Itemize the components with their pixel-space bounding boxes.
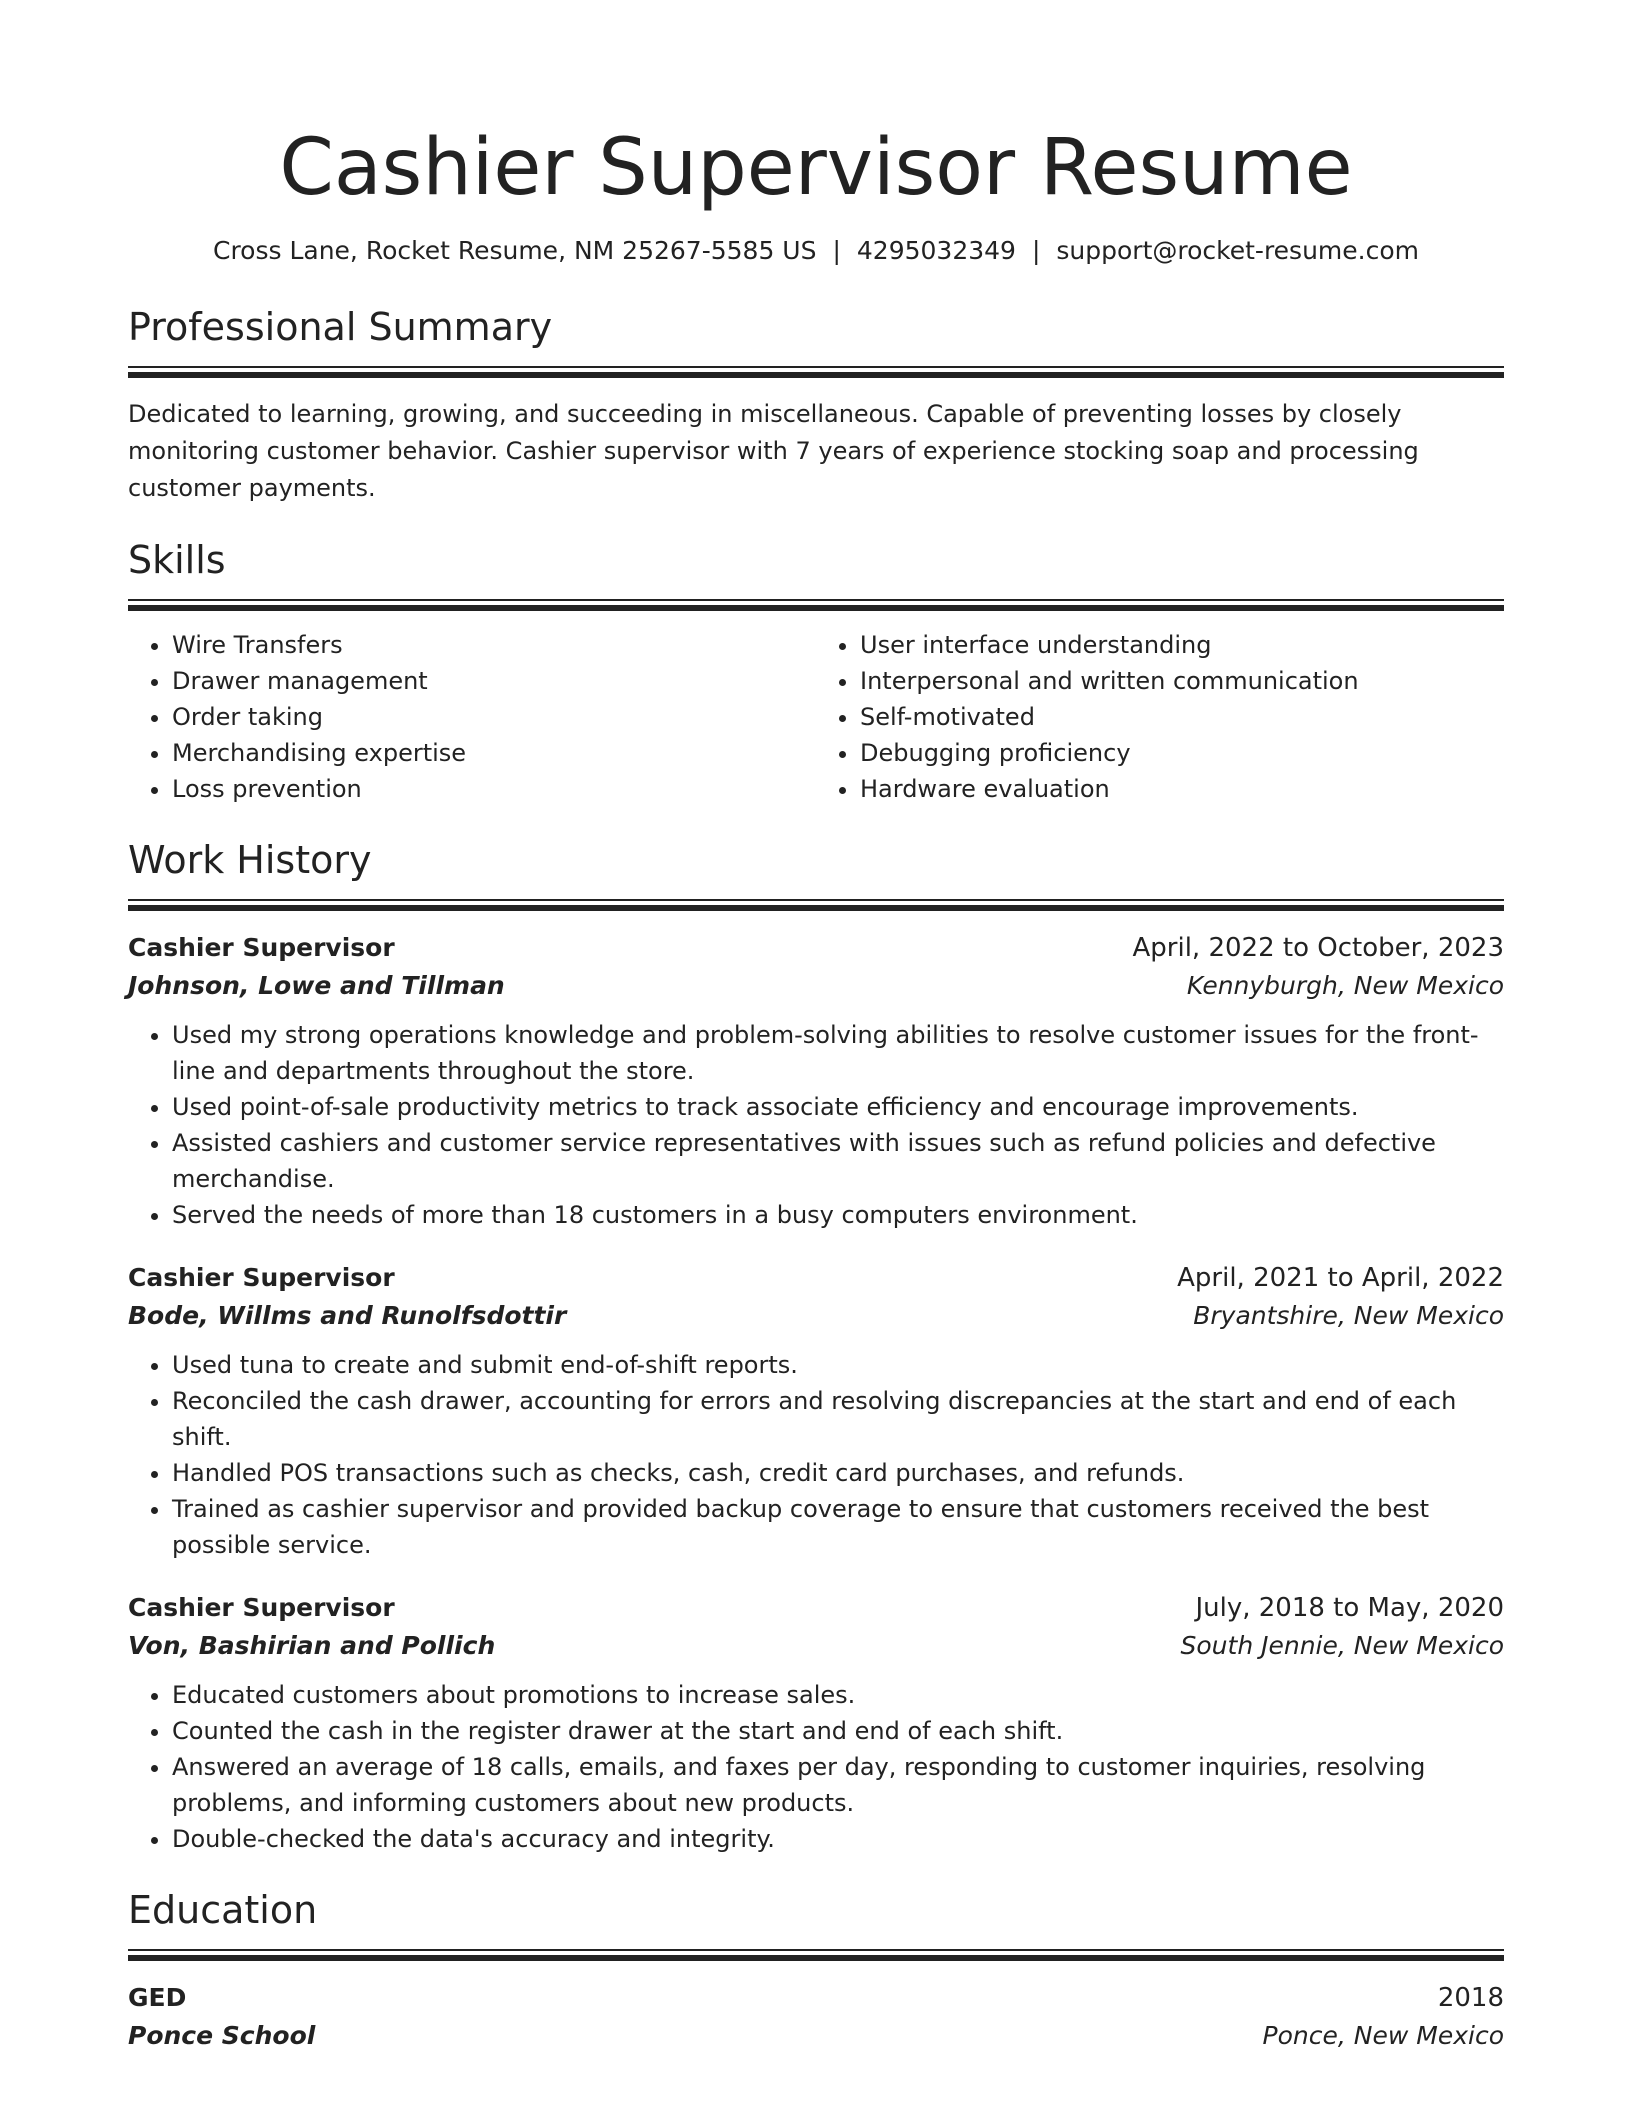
job-entry bbox=[128, 1589, 1504, 1857]
job-header-row bbox=[128, 929, 1504, 967]
job-company: Johnson, Lowe and Tillman bbox=[128, 971, 505, 1000]
section-heading-work: Work History bbox=[128, 838, 372, 882]
job-bullet: • Used tuna to create and submit end-of-shift reports. bbox=[172, 1347, 1504, 1383]
skill-item: • Hardware evaluation bbox=[860, 771, 1504, 807]
work-section bbox=[128, 835, 1504, 1857]
job-bullets bbox=[128, 1677, 1504, 1857]
education-header-row bbox=[128, 1979, 1504, 2017]
skill-item: • Merchandising expertise bbox=[172, 735, 816, 771]
job-company: Von, Bashirian and Pollich bbox=[128, 1631, 496, 1660]
skill-item: • Wire Transfers bbox=[172, 627, 816, 663]
job-bullets bbox=[128, 1347, 1504, 1563]
job-entry bbox=[128, 1259, 1504, 1563]
job-header-row bbox=[128, 1589, 1504, 1627]
education-degree: GED bbox=[128, 1983, 187, 2012]
job-bullet: • Reconciled the cash drawer, accounting for errors and resolving discrepancies at the start and end of each shift. bbox=[172, 1383, 1504, 1455]
job-bullet: • Used my strong operations knowledge and problem-solving abilities to resolve customer issues for the front-line and departments throughout the store. bbox=[172, 1017, 1504, 1089]
job-entry bbox=[128, 929, 1504, 1233]
contact-line bbox=[128, 234, 1504, 268]
job-bullet: • Double-checked the data's accuracy and integrity. bbox=[172, 1821, 1504, 1857]
skills-columns bbox=[128, 627, 1504, 807]
job-bullets bbox=[128, 1017, 1504, 1233]
job-bullet: • Served the needs of more than 18 customers in a busy computers environment. bbox=[172, 1197, 1504, 1233]
skill-item: • Order taking bbox=[172, 699, 816, 735]
section-divider bbox=[128, 899, 1504, 911]
contact-separator: | bbox=[1031, 236, 1041, 265]
job-header-row bbox=[128, 1259, 1504, 1297]
summary-text: Dedicated to learning, growing, and succeeding in miscellaneous. Capable of preventing losses by closely monitoring customer behavior. Cashier supervisor with 7 years of experience stocking soap and processing customer payments. bbox=[128, 400, 1419, 502]
skills-right-list bbox=[816, 627, 1504, 807]
education-location: Ponce, New Mexico bbox=[1262, 2021, 1504, 2050]
job-bullet: • Answered an average of 18 calls, emails, and faxes per day, responding to customer inquiries, resolving problems, and informing customers about new products. bbox=[172, 1749, 1504, 1821]
job-company-row bbox=[128, 1297, 1504, 1335]
job-location: South Jennie, New Mexico bbox=[1180, 1631, 1504, 1660]
education-school-row bbox=[128, 2017, 1504, 2055]
job-title: Cashier Supervisor bbox=[128, 933, 395, 962]
job-title: Cashier Supervisor bbox=[128, 1263, 395, 1292]
skill-item: • Drawer management bbox=[172, 663, 816, 699]
education-year: 2018 bbox=[1437, 1983, 1504, 2013]
skill-item: • Self-motivated bbox=[860, 699, 1504, 735]
skill-item: • User interface understanding bbox=[860, 627, 1504, 663]
email[interactable]: support@rocket-resume.com bbox=[1056, 236, 1420, 265]
skill-item: • Debugging proficiency bbox=[860, 735, 1504, 771]
job-bullet: • Educated customers about promotions to increase sales. bbox=[172, 1677, 1504, 1713]
skills-left-list bbox=[128, 627, 816, 807]
section-divider bbox=[128, 599, 1504, 611]
education-entry bbox=[128, 1979, 1504, 2055]
section-divider bbox=[128, 1949, 1504, 1961]
address: Cross Lane, Rocket Resume, NM 25267-5585 US bbox=[212, 236, 817, 265]
contact-separator: | bbox=[832, 236, 841, 265]
job-company: Bode, Willms and Runolfsdottir bbox=[128, 1301, 567, 1330]
job-dates: April, 2021 to April, 2022 bbox=[1177, 1263, 1504, 1293]
job-title: Cashier Supervisor bbox=[128, 1593, 395, 1622]
job-bullet: • Assisted cashiers and customer service representatives with issues such as refund policies and defective merchandise. bbox=[172, 1125, 1504, 1197]
job-dates: July, 2018 to May, 2020 bbox=[1195, 1593, 1504, 1623]
job-location: Bryantshire, New Mexico bbox=[1193, 1301, 1504, 1330]
skill-item: • Loss prevention bbox=[172, 771, 816, 807]
education-school: Ponce School bbox=[128, 2021, 316, 2050]
skill-item: • Interpersonal and written communication bbox=[860, 663, 1504, 699]
phone: 4295032349 bbox=[856, 236, 1016, 265]
job-company-row bbox=[128, 1627, 1504, 1665]
job-bullet: • Handled POS transactions such as checks, cash, credit card purchases, and refunds. bbox=[172, 1455, 1504, 1491]
summary-section bbox=[128, 302, 1504, 507]
job-bullet: • Used point-of-sale productivity metrics to track associate efficiency and encourage improvements. bbox=[172, 1089, 1504, 1125]
job-company-row bbox=[128, 967, 1504, 1005]
section-heading-education: Education bbox=[128, 1888, 318, 1932]
skills-section bbox=[128, 535, 1504, 807]
job-bullet: • Counted the cash in the register drawer at the start and end of each shift. bbox=[172, 1713, 1504, 1749]
education-section bbox=[128, 1885, 1504, 2055]
job-bullet: • Trained as cashier supervisor and provided backup coverage to ensure that customers received the best possible service. bbox=[172, 1491, 1504, 1563]
resume-title: Cashier Supervisor Resume bbox=[279, 123, 1353, 213]
job-location: Kennyburgh, New Mexico bbox=[1186, 971, 1504, 1000]
section-divider bbox=[128, 366, 1504, 378]
section-heading-skills: Skills bbox=[128, 538, 226, 582]
job-dates: April, 2022 to October, 2023 bbox=[1132, 933, 1504, 963]
section-heading-summary: Professional Summary bbox=[128, 305, 553, 349]
